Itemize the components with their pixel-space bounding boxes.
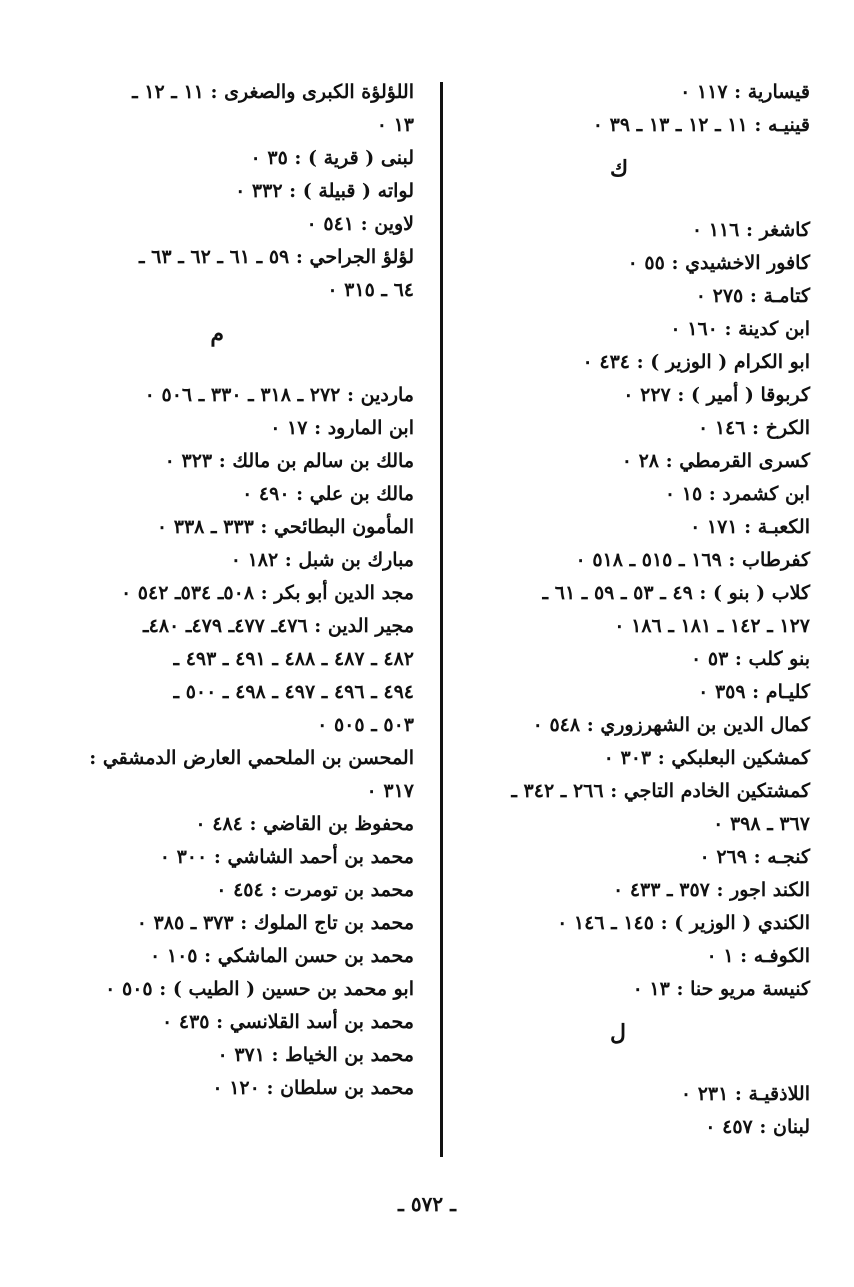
- index-entry: محمد بن سلطان : ١٢٠ ٠: [212, 1077, 414, 1099]
- index-entry: كلاب ( بنو ) : ٤٩ ـ ٥٣ ـ ٥٩ ـ ٦١ ـ: [542, 582, 810, 604]
- index-entry: كمال الدين بن الشهرزوري : ٥٤٨ ٠: [532, 714, 810, 736]
- index-entry: مالك بن سالم بن مالك : ٣٢٣ ٠: [164, 450, 414, 472]
- index-entry: ٣١٧ ٠: [366, 780, 414, 802]
- index-entry: ١٣ ٠: [376, 114, 414, 136]
- index-entry: كسرى القرمطي : ٢٨ ٠: [621, 450, 810, 472]
- index-entry: ماردين : ٢٧٢ ـ ٣١٨ ـ ٣٣٠ ـ ٥٠٦ ٠: [144, 384, 414, 406]
- index-column-right: [455, 76, 810, 1144]
- index-entry: كليـام : ٣٥٩ ٠: [698, 681, 810, 703]
- index-entry: الكند اجور : ٣٥٧ ـ ٤٣٣ ٠: [612, 879, 810, 901]
- index-entry: كنيسة مريو حنا : ١٣ ٠: [632, 978, 810, 1000]
- index-entry: مالك بن علي : ٤٩٠ ٠: [242, 483, 414, 505]
- index-entry: محفوظ بن القاضي : ٤٨٤ ٠: [195, 813, 414, 835]
- index-entry: لواته ( قبيلة ) : ٣٣٢ ٠: [235, 180, 414, 202]
- index-entry: اللاذقيـة : ٢٣١ ٠: [680, 1083, 810, 1105]
- index-entry: ابن كدينة : ١٦٠ ٠: [670, 318, 810, 340]
- index-entry: محمد بن أحمد الشاشي : ٣٠٠ ٠: [159, 846, 414, 868]
- index-entry: محمد بن تومرت : ٤٥٤ ٠: [216, 879, 414, 901]
- index-entry: محمد بن حسن الماشكي : ١٠٥ ٠: [150, 945, 414, 967]
- index-entry: قيسارية : ١١٧ ٠: [680, 81, 810, 103]
- index-entry: كاشغر : ١١٦ ٠: [691, 219, 810, 241]
- index-entry: المأمون البطائحي : ٣٣٣ ـ ٣٣٨ ٠: [156, 516, 414, 538]
- index-entry: المحسن بن الملحمي العارض الدمشقي :: [89, 747, 414, 769]
- index-entry: ٤٨٢ ـ ٤٨٧ ـ ٤٨٨ ـ ٤٩١ ـ ٤٩٣ ـ: [173, 648, 414, 670]
- index-entry: بنو كلب : ٥٣ ٠: [691, 648, 810, 670]
- index-entry: ابن المارود : ١٧ ٠: [270, 417, 414, 439]
- index-entry: الكرخ : ١٤٦ ٠: [697, 417, 810, 439]
- index-entry: ٥٠٣ ـ ٥٠٥ ٠: [317, 714, 414, 736]
- index-entry: الكوفـه : ١ ٠: [706, 945, 810, 967]
- index-entry: كنجـه : ٢٦٩ ٠: [699, 846, 810, 868]
- index-entry: اللؤلؤة الكبرى والصغرى : ١١ ـ ١٢ ـ: [132, 81, 414, 103]
- index-entry: محمد بن الخياط : ٣٧١ ٠: [217, 1044, 414, 1066]
- index-entry: لؤلؤ الجراحي : ٥٩ ـ ٦١ ـ ٦٢ ـ ٦٣ ـ: [138, 246, 414, 268]
- index-entry: لبنى ( قرية ) : ٣٥ ٠: [250, 147, 414, 169]
- index-column-left: [29, 76, 414, 1105]
- index-entry: محمد بن أسد القلانسي : ٤٣٥ ٠: [162, 1011, 414, 1033]
- index-entry: محمد بن تاج الملوك : ٣٧٣ ـ ٣٨٥ ٠: [136, 912, 414, 934]
- section-letter: ك: [610, 156, 629, 182]
- index-entry: كفرطاب : ١٦٩ ـ ٥١٥ ـ ٥١٨ ٠: [575, 549, 810, 571]
- page-number: ـ ٥٧٢ ـ: [398, 1192, 456, 1216]
- index-entry: الكندي ( الوزير ) : ١٤٥ ـ ١٤٦ ٠: [557, 912, 810, 934]
- index-entry: كافور الاخشيدي : ٥٥ ٠: [627, 252, 810, 274]
- index-entry: كمشتكين الخادم التاجي : ٢٦٦ ـ ٣٤٢ ـ: [511, 780, 810, 802]
- index-entry: لبنان : ٤٥٧ ٠: [705, 1116, 810, 1138]
- index-entry: كمشكين البعلبكي : ٣٠٣ ٠: [603, 747, 810, 769]
- index-entry: الكعبـة : ١٧١ ٠: [690, 516, 810, 538]
- index-entry: ابو محمد بن حسين ( الطيب ) : ٥٠٥ ٠: [105, 978, 414, 1000]
- index-entry: قينيـه : ١١ ـ ١٢ ـ ١٣ ـ ٣٩ ٠: [592, 114, 810, 136]
- index-entry: لاوين : ٥٤١ ٠: [306, 213, 414, 235]
- index-entry: ٣٦٧ ـ ٣٩٨ ٠: [713, 813, 810, 835]
- index-entry: ابو الكرام ( الوزير ) : ٤٣٤ ٠: [582, 351, 810, 373]
- section-letter: م: [210, 321, 224, 347]
- column-divider: [440, 82, 443, 1157]
- index-entry: مجير الدين : ٤٧٦ـ ٤٧٧ـ ٤٧٩ـ ٤٨٠ـ: [143, 615, 414, 637]
- index-entry: كربوقا ( أمير ) : ٢٢٧ ٠: [623, 384, 810, 406]
- index-entry: ١٢٧ ـ ١٤٢ ـ ١٨١ ـ ١٨٦ ٠: [614, 615, 810, 637]
- index-entry: ٤٩٤ ـ ٤٩٦ ـ ٤٩٧ ـ ٤٩٨ ـ ٥٠٠ ـ: [173, 681, 414, 703]
- index-entry: ابن كشمرد : ١٥ ٠: [664, 483, 810, 505]
- index-entry: مجد الدين أبو بكر : ٥٠٨ـ ٥٣٤ـ ٥٤٢ ٠: [120, 582, 414, 604]
- index-entry: كتامـة : ٢٧٥ ٠: [695, 285, 810, 307]
- section-letter: ل: [610, 1020, 626, 1046]
- index-entry: مبارك بن شبل : ١٨٢ ٠: [230, 549, 414, 571]
- index-entry: ٦٤ ـ ٣١٥ ٠: [327, 279, 414, 301]
